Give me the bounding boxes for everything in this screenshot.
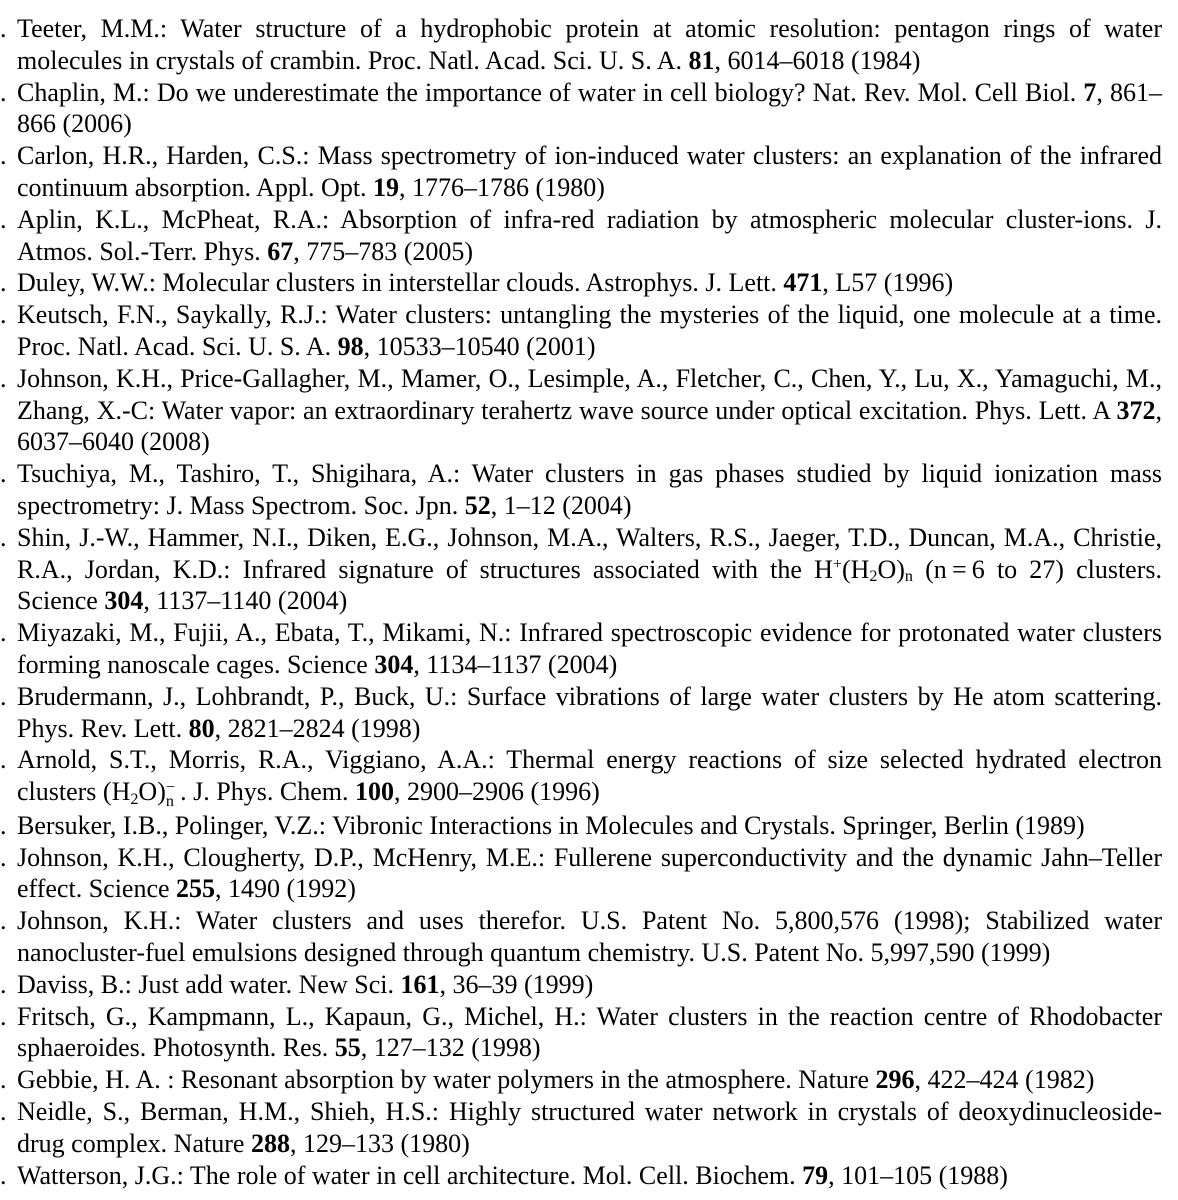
- reference-number-marker: .: [0, 810, 7, 840]
- reference-item: [0, 617, 1162, 681]
- reference-number-marker: .: [0, 363, 7, 393]
- reference-item: [0, 458, 1162, 522]
- reference-number-marker: .: [0, 745, 7, 775]
- reference-item: [0, 204, 1162, 268]
- reference-text: Johnson, K.H., Clougherty, D.P., McHenry, M.E.: Fullerene superconductivity and the dynamic Jahn–Teller effect. Science 255, 1490 (1992): [17, 842, 1162, 904]
- reference-text: Fritsch, G., Kampmann, L., Kapaun, G., Michel, H.: Water clusters in the reaction centre of Rhodobacter sphaeroides. Photosynth. Res. 55, 127–132 (1998): [17, 1001, 1162, 1063]
- reference-item: [0, 842, 1162, 906]
- reference-text: Shin, J.-W., Hammer, N.I., Diken, E.G., Johnson, M.A., Walters, R.S., Jaeger, T.D., Duncan, M.A., Christie, R.A., Jordan, K.D.: Infrared signature of structures associated with the H+(H2O)n (n = 6 to 27) clusters. Science 304, 1137–1140 (2004): [17, 522, 1162, 616]
- reference-text: Tsuchiya, M., Tashiro, T., Shigihara, A.: Water clusters in gas phases studied by liquid ionization mass spectrometry: J. Mass Spectrom. Soc. Jpn. 52, 1–12 (2004): [17, 459, 1162, 520]
- reference-text: Arnold, S.T., Morris, R.A., Viggiano, A.A.: Thermal energy reactions of size selected hydrated electron clusters (H2O) − n . J. Phys. Chem. 100, 2900–2906 (1996): [17, 745, 1162, 811]
- reference-item: [0, 681, 1162, 745]
- reference-item: [0, 267, 1162, 299]
- reference-number-marker: .: [0, 618, 7, 648]
- reference-number-marker: .: [0, 1160, 7, 1190]
- reference-item: [0, 522, 1162, 617]
- reference-text: Keutsch, F.N., Saykally, R.J.: Water clusters: untangling the mysteries of the liquid, one molecule at a time. Proc. Natl. Acad. Sci. U. S. A. 98, 10533–10540 (2001): [17, 300, 1162, 361]
- reference-text: Brudermann, J., Lohbrandt, P., Buck, U.: Surface vibrations of large water clusters by He atom scattering. Phys. Rev. Lett. 80, 2821–2824 (1998): [17, 681, 1162, 743]
- reference-number-marker: .: [0, 268, 7, 298]
- reference-number-marker: .: [0, 1065, 7, 1095]
- volume-number: 52: [464, 490, 491, 520]
- reference-text: Johnson, K.H.: Water clusters and uses therefor. U.S. Patent No. 5,800,576 (1998); Stabilized water nanocluster-fuel emulsions designed through quantum chemistry. U.S. Patent No. 5,997,590 (1999): [17, 906, 1162, 967]
- reference-number-marker: .: [0, 77, 7, 107]
- reference-number-marker: .: [0, 300, 7, 330]
- sub-script: 2: [869, 568, 878, 586]
- reference-number-marker: .: [0, 969, 7, 999]
- reference-number-marker: .: [0, 141, 7, 171]
- sub-script: 2: [130, 790, 139, 808]
- reference-number-marker: .: [0, 459, 7, 489]
- volume-number: 79: [802, 1160, 829, 1190]
- reference-item: [0, 299, 1162, 363]
- sub-script: n: [904, 568, 913, 586]
- volume-number: 80: [188, 713, 215, 743]
- sup-script: +: [832, 556, 842, 574]
- reference-item: [0, 969, 1162, 1001]
- volume-number: 304: [374, 649, 414, 679]
- reference-text: Bersuker, I.B., Polinger, V.Z.: Vibronic Interactions in Molecules and Crystals. Springer, Berlin (1989): [17, 810, 1085, 840]
- reference-number-marker: .: [0, 842, 7, 872]
- reference-item: [0, 905, 1162, 969]
- reference-item: [0, 363, 1162, 458]
- reference-number-marker: .: [0, 681, 7, 711]
- reference-item: [0, 1160, 1162, 1192]
- reference-item: [0, 13, 1162, 77]
- volume-number: 81: [688, 45, 715, 75]
- reference-text: Chaplin, M.: Do we underestimate the importance of water in cell biology? Nat. Rev. Mol. Cell Biol. 7, 861–866 (2006): [17, 77, 1163, 139]
- volume-number: 304: [104, 586, 144, 616]
- reference-number-marker: .: [0, 204, 7, 234]
- reference-text: Gebbie, H. A. : Resonant absorption by water polymers in the atmosphere. Nature 296, 422–424 (1982): [17, 1065, 1095, 1095]
- reference-text: Neidle, S., Berman, H.M., Shieh, H.S.: Highly structured water network in crystals of deoxydinucleoside-drug complex. Nature 288, 129–133 (1980): [17, 1096, 1162, 1158]
- reference-item: [0, 140, 1162, 204]
- volume-number: 100: [354, 777, 394, 807]
- reference-number-marker: .: [0, 1096, 7, 1126]
- sub-sup-stack: − n: [165, 778, 175, 811]
- volume-number: 7: [1083, 77, 1097, 107]
- reference-number-marker: .: [0, 1001, 7, 1031]
- reference-item: [0, 1001, 1162, 1065]
- reference-number-marker: .: [0, 906, 7, 936]
- volume-number: 161: [400, 969, 440, 999]
- volume-number: 372: [1116, 395, 1156, 425]
- reference-item: [0, 744, 1162, 811]
- reference-text: Carlon, H.R., Harden, C.S.: Mass spectrometry of ion-induced water clusters: an explanation of the infrared continuum absorption. Appl. Opt. 19, 1776–1786 (1980): [17, 141, 1162, 202]
- reference-item: [0, 1064, 1162, 1096]
- volume-number: 19: [373, 172, 400, 202]
- reference-text: Teeter, M.M.: Water structure of a hydrophobic protein at atomic resolution: pentagon rings of water molecules in crystals of crambin. Proc. Natl. Acad. Sci. U. S. A. 81, 6014–6018 (1984): [17, 14, 1162, 75]
- reference-text: Daviss, B.: Just add water. New Sci. 161, 36–39 (1999): [17, 969, 594, 999]
- volume-number: 296: [875, 1065, 915, 1095]
- volume-number: 288: [250, 1128, 290, 1158]
- reference-text: Duley, W.W.: Molecular clusters in interstellar clouds. Astrophys. J. Lett. 471, L57 (1996): [17, 268, 954, 298]
- reference-list: [0, 13, 1163, 1191]
- volume-number: 55: [334, 1033, 361, 1063]
- reference-text: Miyazaki, M., Fujii, A., Ebata, T., Mikami, N.: Infrared spectroscopic evidence for protonated water clusters forming nanoscale cages. Science 304, 1134–1137 (2004): [17, 618, 1162, 679]
- volume-number: 471: [783, 268, 823, 298]
- volume-number: 67: [267, 236, 294, 266]
- reference-text: Watterson, J.G.: The role of water in cell architecture. Mol. Cell. Biochem. 79, 101–105 (1988): [17, 1160, 1008, 1190]
- reference-number-marker: .: [0, 14, 7, 43]
- reference-text: Aplin, K.L., McPheat, R.A.: Absorption of infra-red radiation by atmospheric molecular cluster-ions. J. Atmos. Sol.-Terr. Phys. 67, 775–783 (2005): [17, 204, 1162, 266]
- volume-number: 255: [176, 874, 216, 904]
- reference-text: Johnson, K.H., Price-Gallagher, M., Mamer, O., Lesimple, A., Fletcher, C., Chen, Y., Lu, X., Yamaguchi, M., Zhang, X.-C: Water vapor: an extraordinary terahertz wave source under optical excitation. Phys. Lett. A 372, 6037–6040 (2008): [17, 363, 1162, 457]
- reference-item: [0, 77, 1163, 141]
- reference-item: [0, 1096, 1162, 1160]
- reference-item: [0, 810, 1162, 842]
- volume-number: 98: [337, 331, 364, 361]
- reference-number-marker: .: [0, 522, 7, 552]
